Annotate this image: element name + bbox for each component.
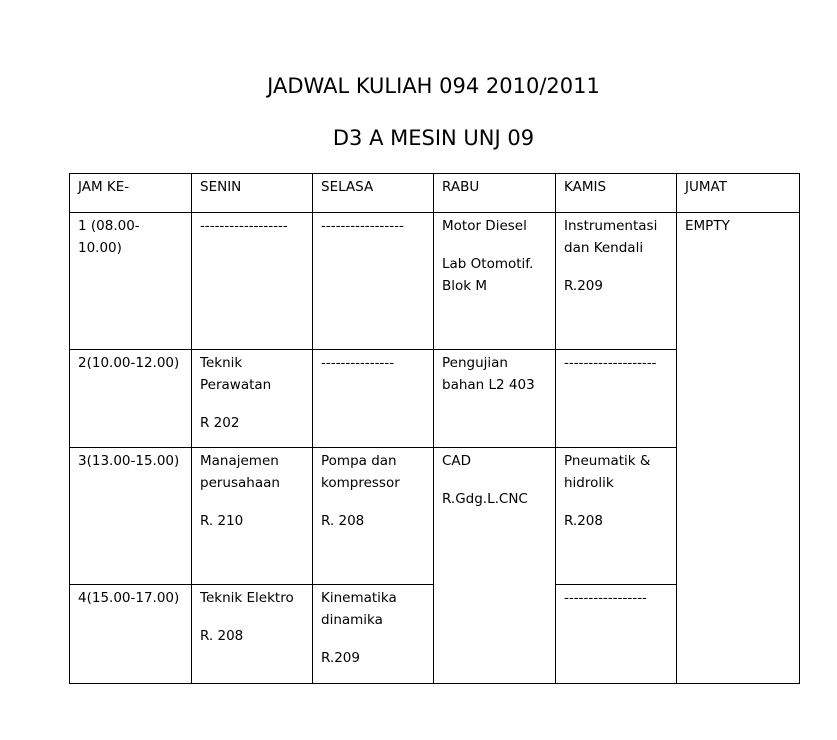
cell-kamis-2	[556, 350, 677, 448]
course-name: Pompa dan	[321, 453, 397, 469]
course-name: hidrolik	[564, 475, 614, 491]
room-name: R. 210	[200, 513, 244, 529]
empty-dash: -----------------	[564, 590, 647, 606]
header-jam: JAM KE-	[70, 174, 192, 213]
room-name: R 202	[200, 415, 240, 431]
document-subtitle: D3 A MESIN UNJ 09	[332, 126, 535, 150]
course-name: Teknik Elektro	[200, 590, 294, 606]
cell-rabu-3	[434, 448, 556, 684]
cell-rabu-1	[434, 213, 556, 350]
room-name: R.209	[321, 650, 360, 666]
course-name: kompressor	[321, 475, 400, 491]
empty-dash: -----------------	[321, 218, 404, 234]
room-name: R.Gdg.L.CNC	[442, 491, 528, 507]
course-name: Instrumentasi	[564, 218, 658, 234]
course-name: Pneumatik &	[564, 453, 651, 469]
room-name: R.209	[564, 278, 603, 294]
header-senin: SENIN	[192, 174, 313, 213]
cell-senin-1	[192, 213, 313, 350]
cell-selasa-1	[313, 213, 434, 350]
schedule-table	[69, 173, 800, 684]
cell-senin-3	[192, 448, 313, 585]
empty-dash: -------------------	[564, 355, 657, 371]
document-title: JADWAL KULIAH 094 2010/2011	[267, 74, 600, 98]
table-row	[70, 213, 800, 350]
cell-kamis-1	[556, 213, 677, 350]
room-name: R. 208	[200, 628, 244, 644]
time-slot-2: 2(10.00-12.00)	[70, 350, 192, 448]
cell-kamis-4	[556, 585, 677, 684]
course-name: Kinematika	[321, 590, 397, 606]
course-name: bahan L2 403	[442, 377, 535, 393]
cell-selasa-2	[313, 350, 434, 448]
cell-selasa-4	[313, 585, 434, 684]
course-name: Manajemen	[200, 453, 279, 469]
header-jumat: JUMAT	[677, 174, 800, 213]
course-name: perusahaan	[200, 475, 280, 491]
room-name: Blok M	[442, 278, 488, 294]
course-name: CAD	[442, 453, 472, 469]
course-name: dan Kendali	[564, 240, 644, 256]
course-name: Motor Diesel	[442, 218, 527, 234]
time-slot-4: 4(15.00-17.00)	[70, 585, 192, 684]
room-name: R. 208	[321, 513, 365, 529]
cell-kamis-3	[556, 448, 677, 585]
room-name: R.208	[564, 513, 603, 529]
cell-senin-2	[192, 350, 313, 448]
cell-senin-4	[192, 585, 313, 684]
time-slot-3: 3(13.00-15.00)	[70, 448, 192, 585]
course-name: Pengujian	[442, 355, 508, 371]
empty-dash: ---------------	[321, 355, 395, 371]
cell-rabu-2	[434, 350, 556, 448]
time-slot-1: 1 (08.00-10.00)	[70, 213, 192, 350]
table-header-row	[70, 174, 800, 213]
course-name: dinamika	[321, 612, 383, 628]
header-rabu: RABU	[434, 174, 556, 213]
empty-dash: ------------------	[200, 218, 288, 234]
course-name: Perawatan	[200, 377, 272, 393]
header-selasa: SELASA	[313, 174, 434, 213]
cell-jumat: EMPTY	[677, 213, 800, 684]
course-name: Teknik	[200, 355, 243, 371]
room-name: Lab Otomotif.	[442, 256, 534, 272]
header-kamis: KAMIS	[556, 174, 677, 213]
cell-selasa-3	[313, 448, 434, 585]
